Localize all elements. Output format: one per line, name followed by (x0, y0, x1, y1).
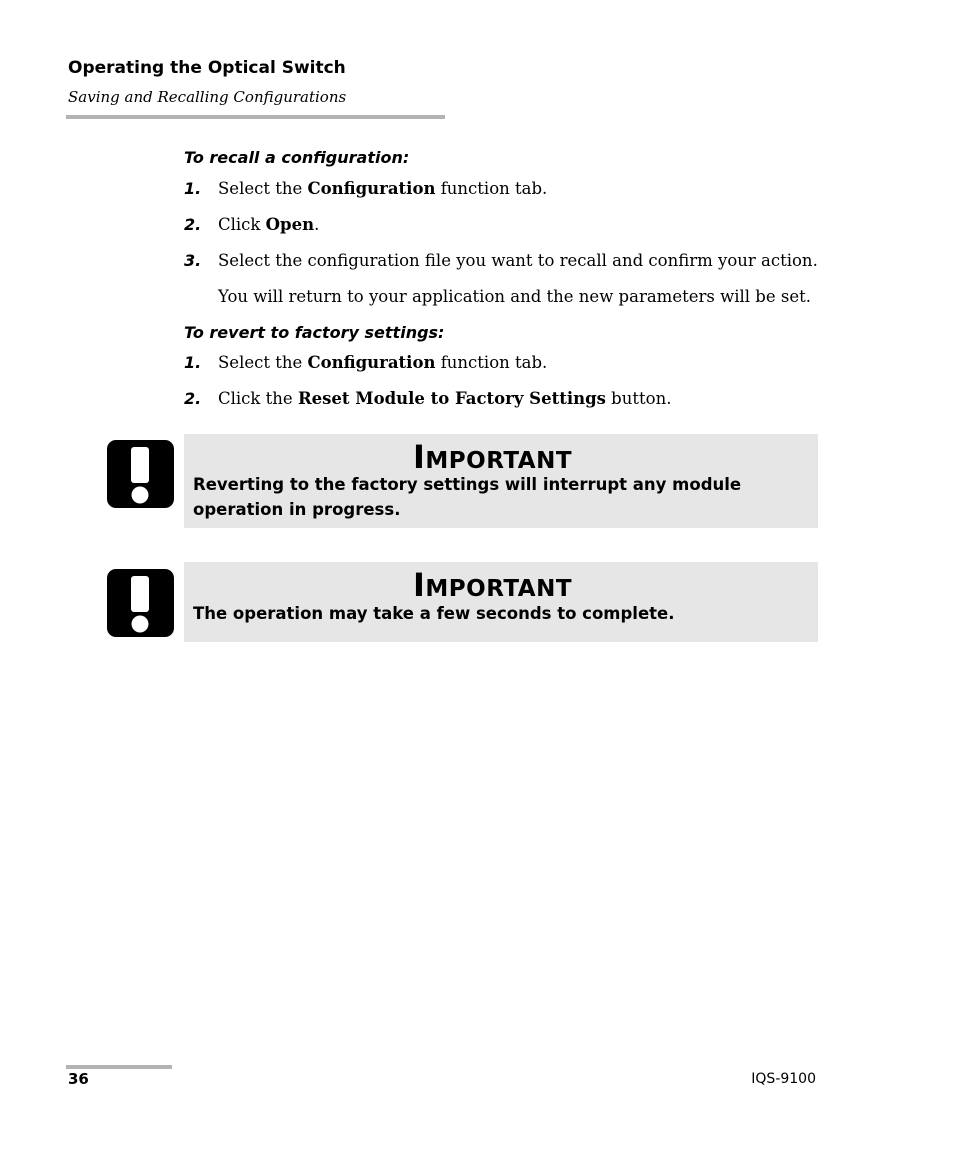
page-number: 36 (68, 1070, 89, 1088)
step-text: Select the configuration file you want to recall and confirm your action. (218, 251, 818, 270)
important-exclamation-icon (107, 569, 174, 637)
important-text: Reverting to the factory settings will interrupt any module operation in progress. (193, 475, 742, 519)
important-heading: IMPORTANT (413, 566, 573, 604)
step-number: 1. (184, 179, 202, 198)
step-number: 2. (184, 389, 202, 408)
footer-rule (66, 1065, 172, 1069)
important-box-1 (184, 434, 818, 528)
step-number: 1. (184, 353, 202, 372)
recall-step-3-note: You will return to your application and the new parameters will be set. (218, 287, 811, 306)
section-title: Saving and Recalling Configurations (68, 88, 347, 106)
step-text: Click the Reset Module to Factory Settings button. (218, 389, 672, 408)
step-number: 2. (184, 215, 202, 234)
chapter-title: Operating the Optical Switch (68, 58, 346, 78)
important-text: The operation may take a few seconds to complete. (193, 604, 675, 623)
step-text: Click Open. (218, 215, 320, 234)
step-number: 3. (184, 251, 202, 270)
important-exclamation-icon (107, 440, 174, 508)
revert-procedure-title: To revert to factory settings: (184, 323, 445, 342)
header-rule (66, 115, 445, 119)
important-heading: IMPORTANT (413, 438, 573, 476)
step-text: Select the Configuration function tab. (218, 179, 548, 198)
product-name: IQS-9100 (751, 1071, 816, 1087)
important-box-2 (184, 562, 818, 642)
step-text: Select the Configuration function tab. (218, 353, 548, 372)
recall-procedure-title: To recall a configuration: (184, 148, 410, 167)
